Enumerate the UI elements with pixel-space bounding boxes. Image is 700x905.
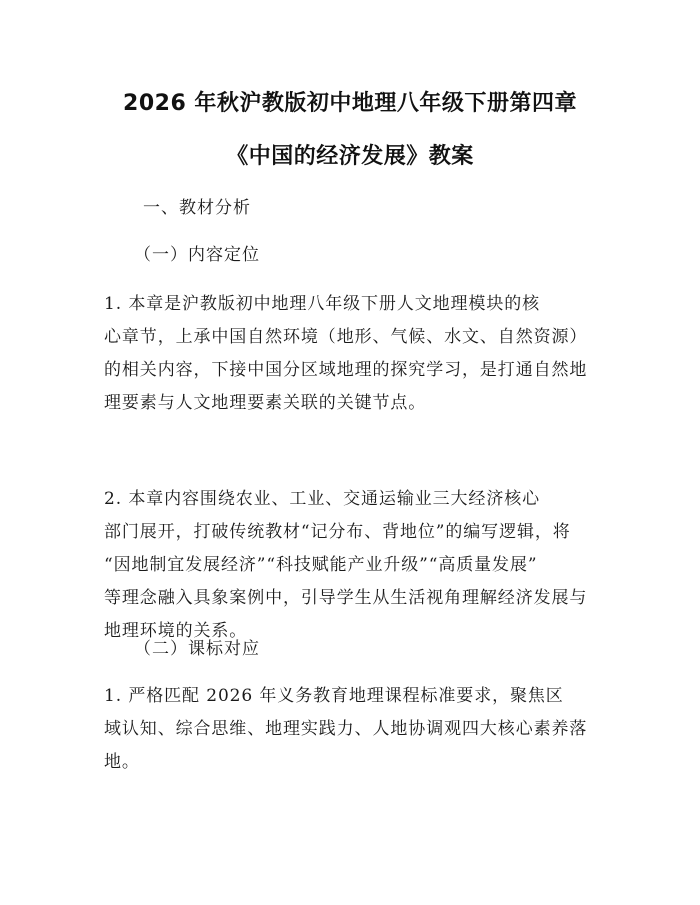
paragraph-curriculum-standards-1: [104, 680, 600, 779]
subsection-heading-content-positioning: （一）内容定位: [134, 245, 260, 265]
paragraph-line: 1. 严格匹配 2026 年义务教育地理课程标准要求，聚焦区: [104, 686, 564, 706]
document-title-line-2: 《中国的经济发展》教案: [226, 144, 474, 169]
paragraph-line: 域认知、综合思维、地理实践力、人地协调观四大核心素养落: [104, 719, 588, 739]
document-title-line-1: 2026 年秋沪教版初中地理八年级下册第四章: [123, 91, 577, 116]
paragraph-line: 部门展开，打破传统教材“记分布、背地位”的编写逻辑，将: [104, 522, 571, 542]
paragraph-line: 地理环境的关系。: [104, 621, 248, 641]
paragraph-line: 心章节，上承中国自然环境（地形、气候、水文、自然资源）: [104, 327, 588, 347]
paragraph-line: “因地制宜发展经济”“科技赋能产业升级”“高质量发展”: [104, 555, 538, 575]
paragraph-content-positioning-1: [104, 288, 600, 420]
paragraph-content-positioning-2: [104, 483, 600, 648]
paragraph-line: 理要素与人文地理要素关联的关键节点。: [104, 393, 427, 413]
paragraph-line: 1. 本章是沪教版初中地理八年级下册人文地理模块的核: [104, 294, 541, 314]
paragraph-line: 等理念融入具象案例中，引导学生从生活视角理解经济发展与: [104, 588, 588, 608]
subsection-heading-curriculum-standards: （二）课标对应: [134, 639, 260, 659]
section-heading-teaching-material-analysis: 一、教材分析: [143, 198, 251, 218]
paragraph-line: 地。: [104, 752, 140, 772]
paragraph-line: 2. 本章内容围绕农业、工业、交通运输业三大经济核心: [104, 489, 541, 509]
paragraph-line: 的相关内容，下接中国分区域地理的探究学习，是打通自然地: [104, 360, 588, 380]
